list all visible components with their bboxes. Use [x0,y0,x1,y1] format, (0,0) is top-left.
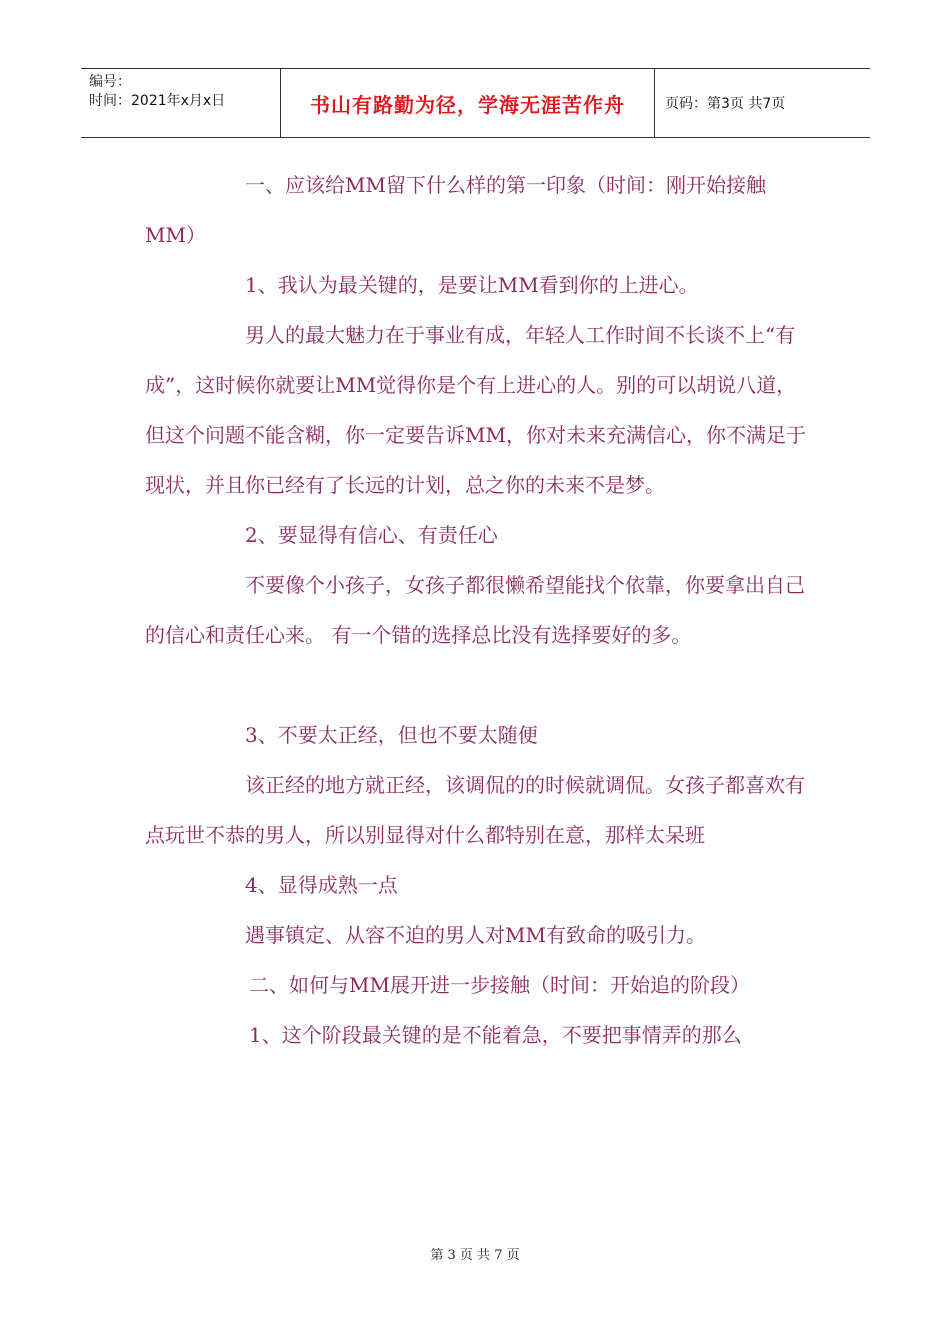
blank-line [145,660,810,710]
document-body [145,160,810,1060]
section-heading-1: 一、应该给MM留下什么样的第一印象（时间：刚开始接触MM） [145,173,766,247]
document-header [81,68,870,138]
motto-text: 书山有路勤为径，学海无涯苦作舟 [310,92,625,117]
point-heading: 2、要显得有信心、有责任心 [245,523,498,547]
point-heading: 1、我认为最关键的，是要让MM看到你的上进心。 [245,273,699,297]
point-heading: 4、显得成熟一点 [245,873,398,897]
time-label: 时间：2021年x月x日 [89,93,226,109]
point-heading: 3、不要太正经，但也不要太随便 [245,723,538,747]
body-paragraph: 男人的最大魅力在于事业有成，年轻人工作时间不长谈不上“有成”，这时候你就要让MM觉得你是个有上进心的人。别的可以胡说八道，但这个问题不能含糊，你一定要告诉MM，你对未来充满信心，你不满足于现状，并且你已经有了长远的计划，总之你的未来不是梦。 [145,323,806,497]
header-meta-cell [81,69,281,137]
page-label: 页码：第3页 共7页 [665,96,786,112]
body-paragraph: 该正经的地方就正经，该调侃的的时候就调侃。女孩子都喜欢有点玩世不恭的男人，所以别显得对什么都特别在意，那样太呆班 [145,773,805,847]
header-motto-cell [281,69,655,137]
section-heading-2: 二、如何与MM展开进一步接触（时间：开始追的阶段） [249,973,750,997]
point-heading: 1、这个阶段最关键的是不能着急，不要把事情弄的那么 [249,1023,742,1047]
body-paragraph: 不要像个小孩子，女孩子都很懒希望能找个依靠，你要拿出自己的信心和责任心来。 有一个错的选择总比没有选择要好的多。 [145,573,805,647]
page-footer [0,1244,950,1263]
number-label: 编号： [89,74,131,90]
header-page-cell [655,69,870,137]
footer-page-number: 第 3 页 共 7 页 [430,1248,520,1263]
body-paragraph: 遇事镇定、从容不迫的男人对MM有致命的吸引力。 [245,923,706,947]
